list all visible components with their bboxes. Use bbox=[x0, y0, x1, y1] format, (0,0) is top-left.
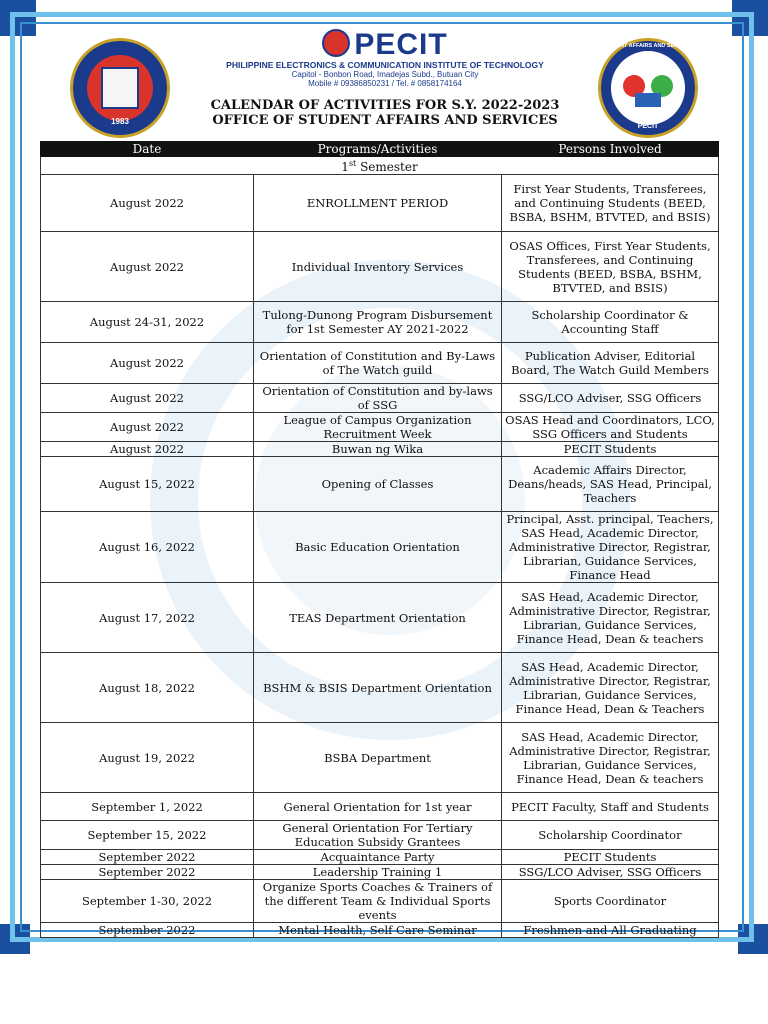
cell-activity: Mental Health, Self Care Seminar bbox=[254, 923, 502, 938]
cell-persons: Academic Affairs Director, Deans/heads, SAS Head, Principal, Teachers bbox=[502, 457, 719, 512]
activities-table bbox=[40, 141, 719, 938]
header-date: Date bbox=[41, 142, 254, 157]
cell-date: August 18, 2022 bbox=[41, 653, 254, 723]
table-row bbox=[41, 384, 719, 413]
cell-activity: Organize Sports Coaches & Trainers of the different Team & Individual Sports events bbox=[254, 880, 502, 923]
document-title bbox=[150, 98, 620, 128]
table-row bbox=[41, 413, 719, 442]
cell-persons: Sports Coordinator bbox=[502, 880, 719, 923]
cell-activity: Tulong-Dunong Program Disbursement for 1st Semester AY 2021-2022 bbox=[254, 302, 502, 343]
table-row bbox=[41, 442, 719, 457]
table-header-row bbox=[41, 142, 719, 157]
table-row bbox=[41, 850, 719, 865]
cell-persons: Publication Adviser, Editorial Board, The Watch Guild Members bbox=[502, 343, 719, 384]
cell-persons: First Year Students, Transferees, and Continuing Students (BEED, BSBA, BSHM, BTVTED, and BSIS) bbox=[502, 175, 719, 232]
title-line-2: OFFICE OF STUDENT AFFAIRS AND SERVICES bbox=[212, 113, 558, 128]
address: Capitol - Bonbon Road, Imadejas Subd., Butuan City bbox=[291, 70, 479, 79]
semester-label: 1st Semester bbox=[41, 157, 719, 175]
cell-activity: Acquaintance Party bbox=[254, 850, 502, 865]
cell-date: August 2022 bbox=[41, 343, 254, 384]
seal-year: 1983 bbox=[111, 117, 129, 126]
cell-persons: PECIT Students bbox=[502, 850, 719, 865]
cell-activity: ENROLLMENT PERIOD bbox=[254, 175, 502, 232]
cell-date: August 2022 bbox=[41, 384, 254, 413]
table-row bbox=[41, 302, 719, 343]
cell-activity: TEAS Department Orientation bbox=[254, 583, 502, 653]
title-line-1: CALENDAR OF ACTIVITIES FOR S.Y. 2022-2023 bbox=[210, 98, 560, 113]
cell-activity: Individual Inventory Services bbox=[254, 232, 502, 302]
header-activities: Programs/Activities bbox=[254, 142, 502, 157]
cell-activity: Opening of Classes bbox=[254, 457, 502, 512]
cell-date: August 24-31, 2022 bbox=[41, 302, 254, 343]
brand-shield-icon bbox=[322, 29, 350, 57]
semester-row bbox=[41, 157, 719, 175]
cell-persons: SAS Head, Academic Director, Administrative Director, Registrar, Librarian, Guidance Services, Finance Head, Dean & teachers bbox=[502, 723, 719, 793]
cell-activity: Basic Education Orientation bbox=[254, 512, 502, 583]
cell-persons: OSAS Offices, First Year Students, Transferees, and Continuing Students (BEED, BSBA, BSHM, BTVTED, and BSIS) bbox=[502, 232, 719, 302]
cell-activity: BSBA Department bbox=[254, 723, 502, 793]
cell-date: August 2022 bbox=[41, 175, 254, 232]
institution-name: PHILIPPINE ELECTRONICS & COMMUNICATION INSTITUTE OF TECHNOLOGY bbox=[226, 60, 544, 70]
table-row bbox=[41, 793, 719, 821]
cell-date: September 1-30, 2022 bbox=[41, 880, 254, 923]
cell-activity: Orientation of Constitution and By-Laws of The Watch guild bbox=[254, 343, 502, 384]
table-row bbox=[41, 175, 719, 232]
cell-activity: League of Campus Organization Recruitment Week bbox=[254, 413, 502, 442]
cell-persons: PECIT Faculty, Staff and Students bbox=[502, 793, 719, 821]
cell-date: September 1, 2022 bbox=[41, 793, 254, 821]
seal-bottom-text: PECIT bbox=[637, 123, 659, 130]
cell-persons: Freshmen and All Graduating bbox=[502, 923, 719, 938]
cell-persons: Principal, Asst. principal, Teachers, SAS Head, Academic Director, Administrative Director, Registrar, Librarian, Guidance Services, Finance Head bbox=[502, 512, 719, 583]
cell-date: September 2022 bbox=[41, 865, 254, 880]
table-row bbox=[41, 653, 719, 723]
table-row bbox=[41, 923, 719, 938]
cell-date: August 2022 bbox=[41, 413, 254, 442]
seal-ring-text: STUDENT AFFAIRS AND SERVICES bbox=[601, 43, 695, 49]
cell-activity: General Orientation For Tertiary Education Subsidy Grantees bbox=[254, 821, 502, 850]
table-row bbox=[41, 865, 719, 880]
cell-activity: Orientation of Constitution and by-laws of SSG bbox=[254, 384, 502, 413]
cell-date: September 2022 bbox=[41, 923, 254, 938]
table-row bbox=[41, 821, 719, 850]
cell-date: August 16, 2022 bbox=[41, 512, 254, 583]
cell-date: August 19, 2022 bbox=[41, 723, 254, 793]
brand-name: PECIT bbox=[200, 28, 570, 62]
table-row bbox=[41, 343, 719, 384]
cell-date: September 2022 bbox=[41, 850, 254, 865]
cell-persons: SAS Head, Academic Director, Administrative Director, Registrar, Librarian, Guidance Services, Finance Head, Dean & teachers bbox=[502, 583, 719, 653]
cell-activity: BSHM & BSIS Department Orientation bbox=[254, 653, 502, 723]
cell-persons: Scholarship Coordinator & Accounting Staff bbox=[502, 302, 719, 343]
table-row bbox=[41, 232, 719, 302]
table-row bbox=[41, 583, 719, 653]
cell-persons: Scholarship Coordinator bbox=[502, 821, 719, 850]
cell-persons: SSG/LCO Adviser, SSG Officers bbox=[502, 384, 719, 413]
header-persons: Persons Involved bbox=[502, 142, 719, 157]
cell-date: August 2022 bbox=[41, 442, 254, 457]
table-row bbox=[41, 512, 719, 583]
table-row bbox=[41, 723, 719, 793]
table-row bbox=[41, 880, 719, 923]
cell-date: September 15, 2022 bbox=[41, 821, 254, 850]
cell-activity: Buwan ng Wika bbox=[254, 442, 502, 457]
cell-activity: General Orientation for 1st year bbox=[254, 793, 502, 821]
cell-activity: Leadership Training 1 bbox=[254, 865, 502, 880]
cell-persons: SAS Head, Academic Director, Administrative Director, Registrar, Librarian, Guidance Services, Finance Head, Dean & Teachers bbox=[502, 653, 719, 723]
table-row bbox=[41, 457, 719, 512]
cell-persons: OSAS Head and Coordinators, LCO, SSG Officers and Students bbox=[502, 413, 719, 442]
cell-persons: SSG/LCO Adviser, SSG Officers bbox=[502, 865, 719, 880]
contact-numbers: Mobile # 09386850231 / Tel. # 0858174164 bbox=[308, 79, 462, 88]
cell-date: August 15, 2022 bbox=[41, 457, 254, 512]
letterhead bbox=[200, 28, 570, 88]
cell-date: August 2022 bbox=[41, 232, 254, 302]
cell-date: August 17, 2022 bbox=[41, 583, 254, 653]
cell-persons: PECIT Students bbox=[502, 442, 719, 457]
